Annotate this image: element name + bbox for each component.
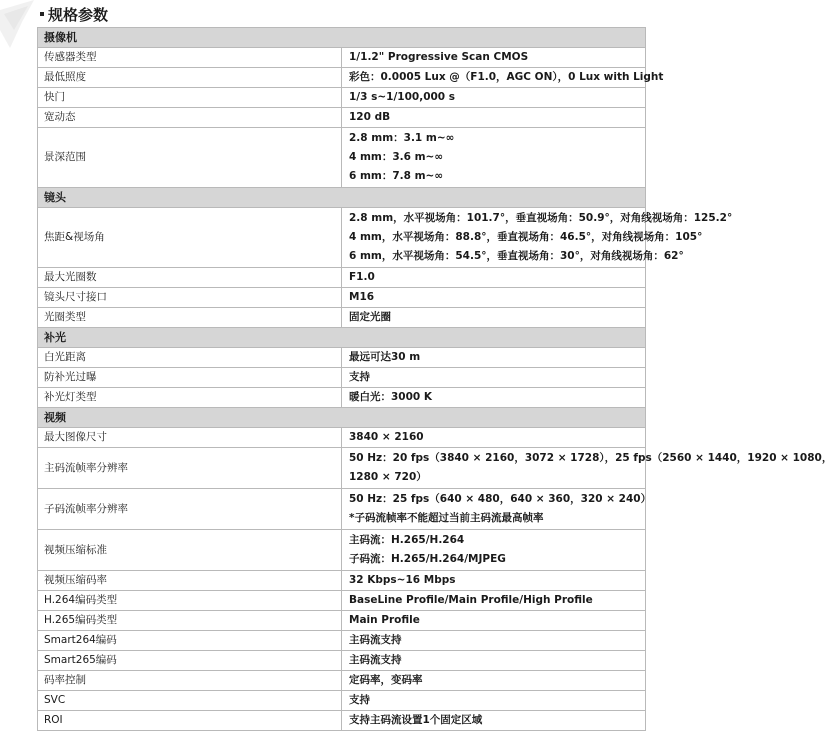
spec-label: ROI: [38, 711, 342, 731]
spec-value-line: 定码率，变码率: [349, 674, 423, 686]
page-title-text: 规格参数: [48, 6, 109, 24]
spec-label: 镜头尺寸接口: [38, 288, 342, 308]
spec-value-line: 主码流支持: [349, 634, 402, 646]
spec-value-line: BaseLine Profile/Main Profile/High Profile: [349, 594, 593, 606]
section-header-row: [38, 28, 646, 48]
spec-row: [38, 388, 646, 408]
spec-label: 防补光过曝: [38, 368, 342, 388]
spec-row: [38, 651, 646, 671]
spec-row: [38, 88, 646, 108]
spec-label: 焦距&视场角: [38, 208, 342, 268]
spec-value-line: 子码流：H.265/H.264/MJPEG: [349, 553, 506, 565]
spec-value-line: 1280 × 720）: [349, 471, 427, 483]
spec-value-line: 主码流支持: [349, 654, 402, 666]
spec-value-line: 4 mm，水平视场角：88.8°，垂直视场角：46.5°，对角线视场角：105°: [349, 231, 703, 243]
spec-label: 主码流帧率分辨率: [38, 448, 342, 489]
spec-value: [342, 128, 646, 188]
spec-row: [38, 308, 646, 328]
spec-label: 视频压缩码率: [38, 571, 342, 591]
spec-row: [38, 671, 646, 691]
spec-row: [38, 631, 646, 651]
spec-label: 码率控制: [38, 671, 342, 691]
spec-label: Smart265编码: [38, 651, 342, 671]
spec-label: 子码流帧率分辨率: [38, 489, 342, 530]
spec-value-line: 支持: [349, 371, 370, 383]
spec-row: [38, 530, 646, 571]
spec-label: 快门: [38, 88, 342, 108]
spec-value: [342, 489, 652, 530]
spec-label: Smart264编码: [38, 631, 342, 651]
section-header: 视频: [38, 408, 646, 428]
spec-value-line: F1.0: [349, 271, 375, 283]
spec-value-line: 固定光圈: [349, 311, 391, 323]
spec-label: 光圈类型: [38, 308, 342, 328]
section-header: 补光: [38, 328, 646, 348]
spec-value: [342, 108, 646, 128]
spec-value-line: 2.8 mm：3.1 m~∞: [349, 132, 455, 144]
spec-value: [342, 530, 646, 571]
spec-value-line: 6 mm：7.8 m~∞: [349, 170, 444, 182]
spec-value: [342, 208, 733, 268]
spec-value: [342, 48, 646, 68]
spec-label: SVC: [38, 691, 342, 711]
spec-row: [38, 128, 646, 188]
spec-label: 最大光圈数: [38, 268, 342, 288]
spec-value-line: 彩色：0.0005 Lux @（F1.0，AGC ON），0 Lux with Light: [349, 71, 664, 83]
spec-label: 传感器类型: [38, 48, 342, 68]
section-header: 摄像机: [38, 28, 646, 48]
section-header-row: [38, 408, 646, 428]
spec-value: [342, 288, 646, 308]
spec-label: 景深范围: [38, 128, 342, 188]
spec-value: [342, 651, 646, 671]
section-header-row: [38, 328, 646, 348]
spec-label: H.265编码类型: [38, 611, 342, 631]
spec-label: 最大图像尺寸: [38, 428, 342, 448]
spec-label: 补光灯类型: [38, 388, 342, 408]
spec-row: [38, 428, 646, 448]
spec-row: [38, 591, 646, 611]
spec-value: [342, 691, 646, 711]
spec-value: [342, 571, 646, 591]
spec-value: [342, 308, 646, 328]
spec-value-line: 1/3 s~1/100,000 s: [349, 91, 456, 103]
spec-row: [38, 208, 646, 268]
spec-row: [38, 48, 646, 68]
title-bullet-icon: [40, 12, 44, 16]
spec-value: [342, 611, 646, 631]
spec-table: [37, 27, 832, 731]
spec-value-line: M16: [349, 291, 375, 303]
spec-row: [38, 691, 646, 711]
spec-value-line: 1/1.2" Progressive Scan CMOS: [349, 51, 529, 63]
spec-value-line: 32 Kbps~16 Mbps: [349, 574, 456, 586]
spec-value: [342, 671, 646, 691]
spec-row: [38, 571, 646, 591]
spec-row: [38, 348, 646, 368]
spec-value: [342, 631, 646, 651]
spec-row: [38, 68, 646, 88]
spec-value: [342, 268, 646, 288]
spec-value-line: 支持: [349, 694, 370, 706]
spec-value: [342, 68, 664, 88]
spec-label: 视频压缩标准: [38, 530, 342, 571]
spec-row: [38, 268, 646, 288]
spec-value-line: 3840 × 2160: [349, 431, 424, 443]
spec-value: [342, 348, 646, 368]
spec-row: [38, 489, 646, 530]
spec-value: [342, 368, 646, 388]
spec-value: [342, 428, 646, 448]
section-header-row: [38, 188, 646, 208]
spec-label: 宽动态: [38, 108, 342, 128]
spec-value-line: 支持主码流设置1个固定区域: [349, 714, 483, 726]
spec-value-line: 6 mm，水平视场角：54.5°，垂直视场角：30°，对角线视场角：62°: [349, 250, 684, 262]
spec-row: [38, 368, 646, 388]
spec-row: [38, 288, 646, 308]
page-title: [40, 5, 108, 25]
spec-label: 白光距离: [38, 348, 342, 368]
spec-label: H.264编码类型: [38, 591, 342, 611]
section-header: 镜头: [38, 188, 646, 208]
spec-value-line: 主码流：H.265/H.264: [349, 534, 465, 546]
spec-row: [38, 611, 646, 631]
spec-value-line: 120 dB: [349, 111, 391, 123]
spec-row: [38, 448, 646, 489]
spec-value-line: *子码流帧率不能超过当前主码流最高帧率: [349, 512, 544, 524]
spec-value: [342, 88, 646, 108]
spec-value: [342, 448, 832, 489]
spec-value: [342, 388, 646, 408]
spec-value-line: 50 Hz：20 fps（3840 × 2160，3072 × 1728），25 fps（2560 × 1440，1920 × 1080，: [349, 452, 832, 464]
spec-value-line: 4 mm：3.6 m~∞: [349, 151, 444, 163]
spec-value: [342, 711, 646, 731]
spec-value-line: Main Profile: [349, 614, 420, 626]
spec-value-line: 最远可达30 m: [349, 351, 421, 363]
spec-value: [342, 591, 646, 611]
spec-label: 最低照度: [38, 68, 342, 88]
spec-value-line: 50 Hz：25 fps（640 × 480，640 × 360，320 × 240）: [349, 493, 652, 505]
spec-row: [38, 108, 646, 128]
spec-row: [38, 711, 646, 731]
spec-value-line: 2.8 mm，水平视场角：101.7°，垂直视场角：50.9°，对角线视场角：125.2°: [349, 212, 733, 224]
spec-value-line: 暖白光：3000 K: [349, 391, 433, 403]
